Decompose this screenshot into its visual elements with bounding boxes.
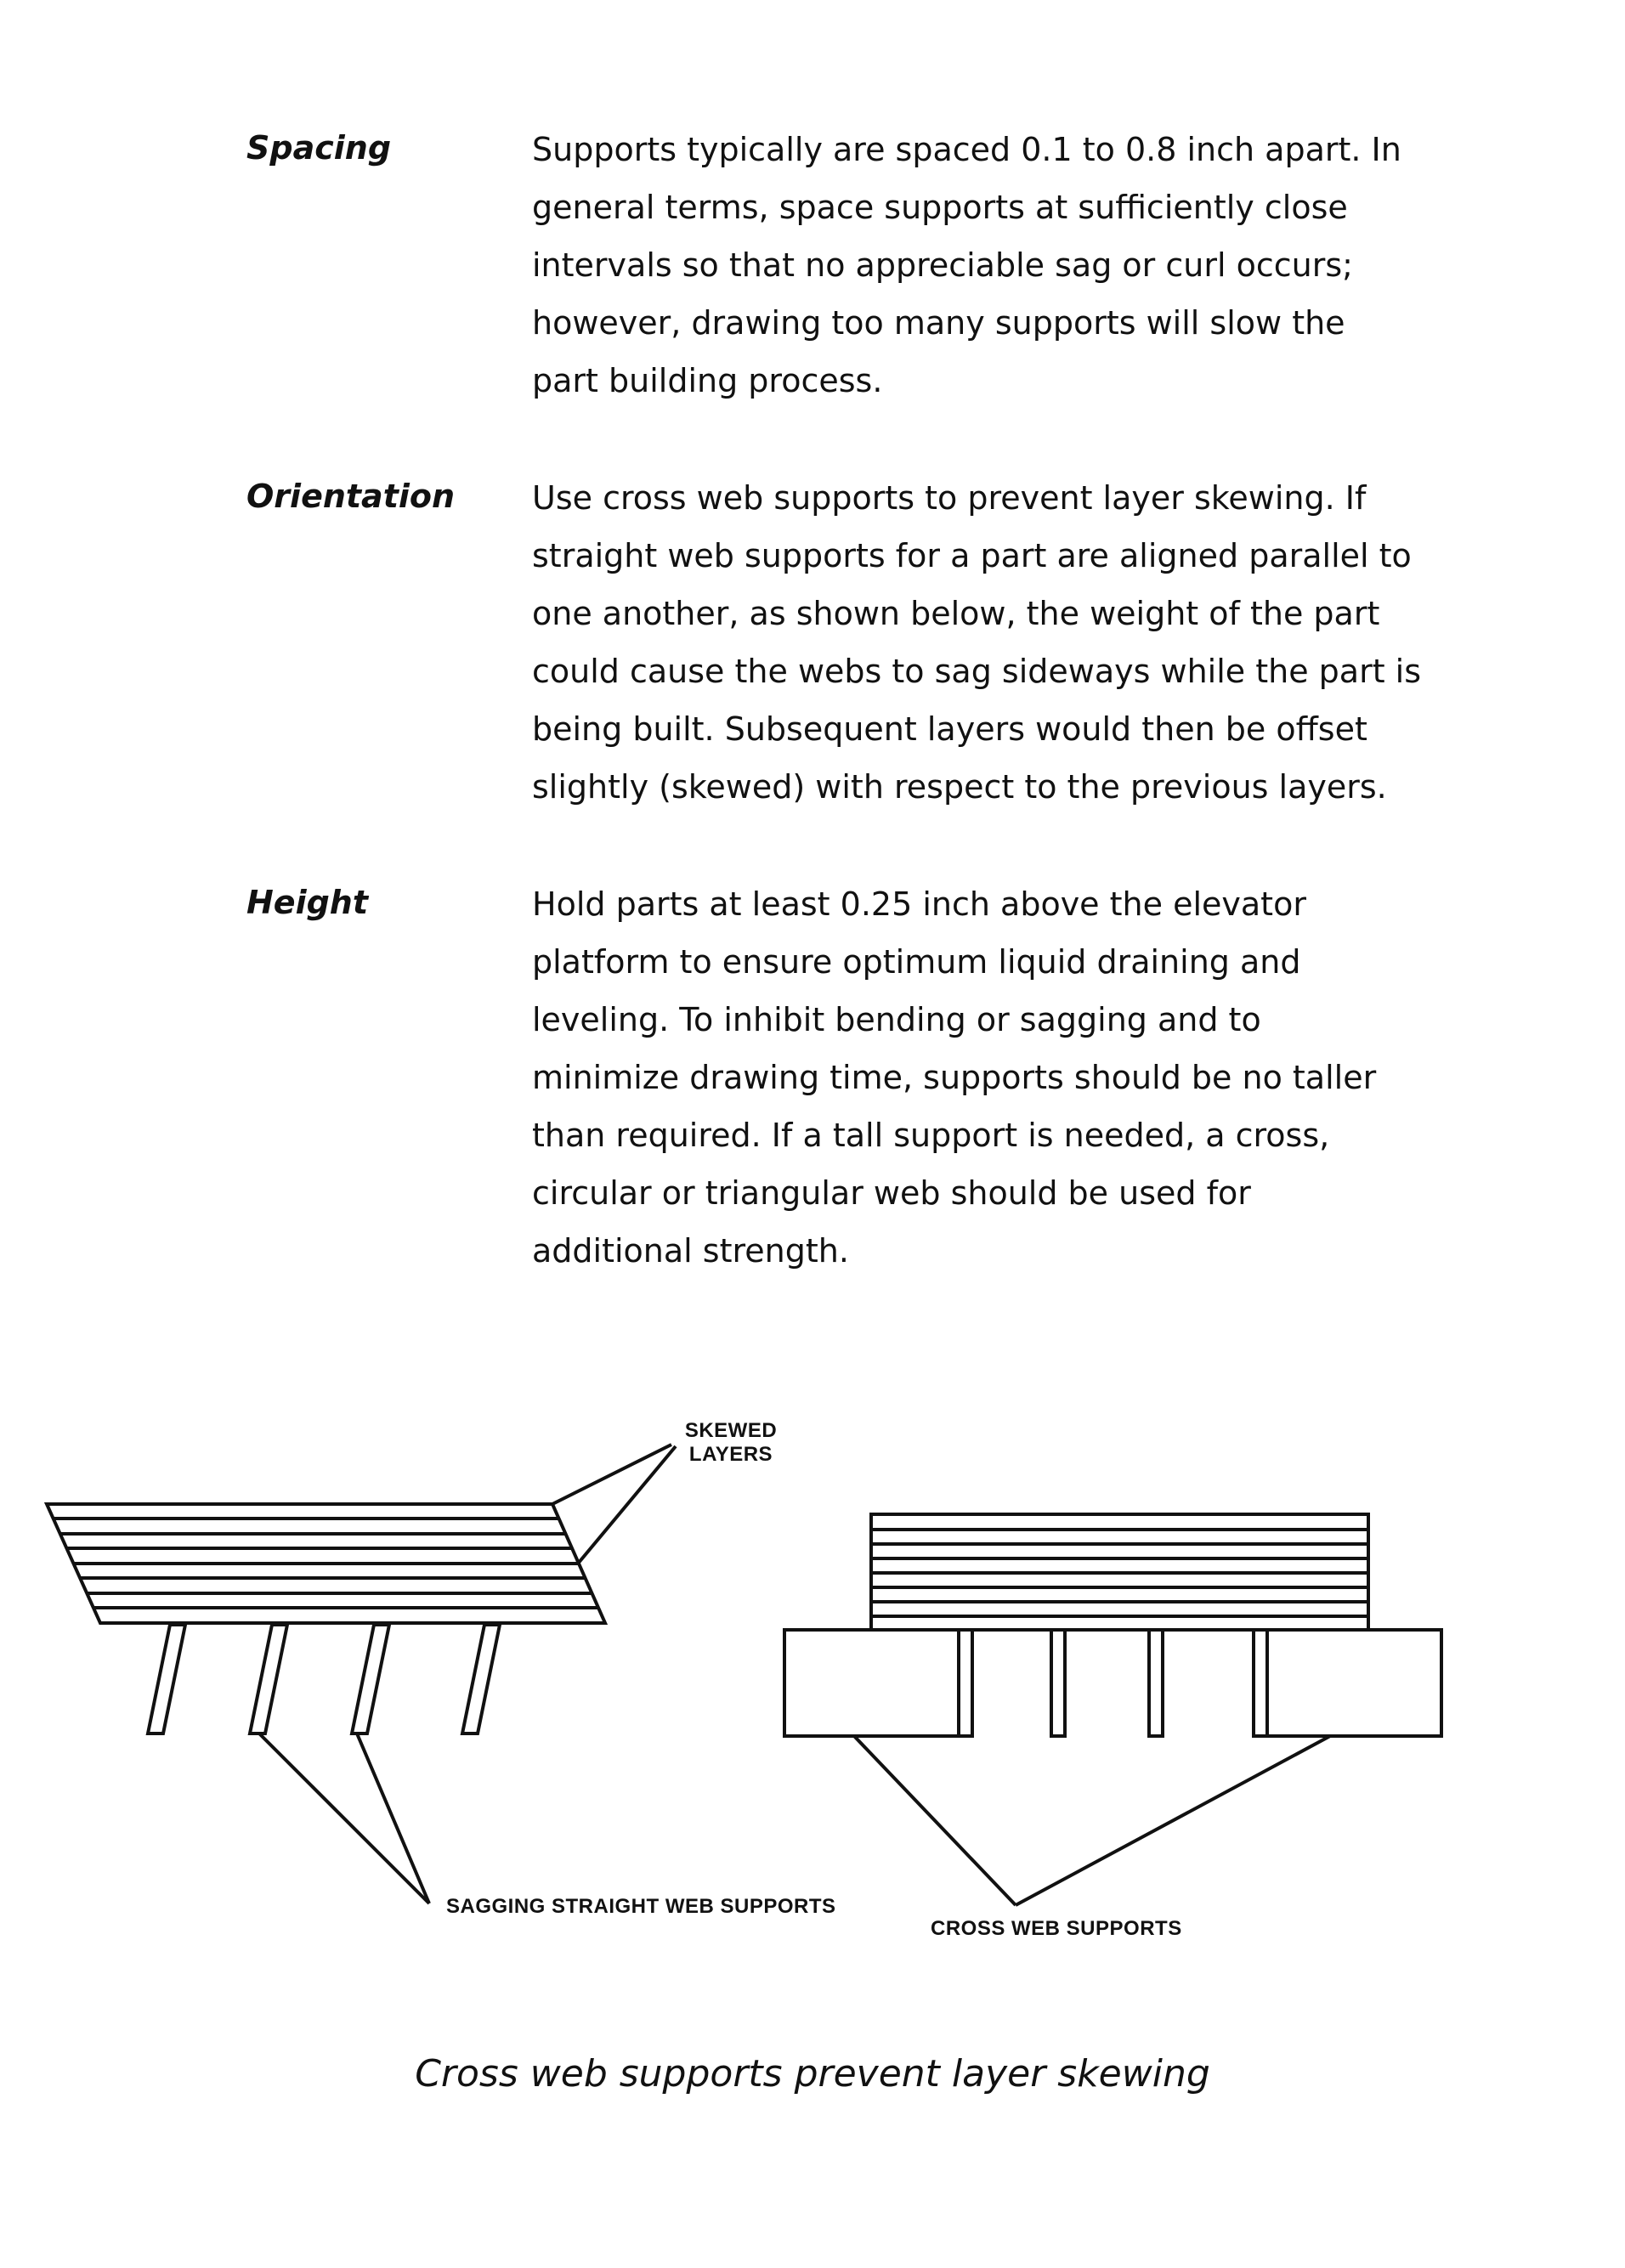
sagging-supports xyxy=(148,1625,500,1734)
term-orientation: Orientation xyxy=(246,478,455,515)
cross-web-part xyxy=(871,1514,1368,1630)
term-height: Height xyxy=(246,884,368,921)
label-skewed-line1: SKEWED xyxy=(676,1419,786,1443)
label-skewed-layers xyxy=(676,1419,786,1467)
paragraph-orientation: Use cross web supports to prevent layer skewing. If straight web supports for a part are aligned parallel to one another, as shown below, the weight of the part could cause the webs to sag sideways while the part is being built. Subsequent layers would then be offset slightly (skewed) with respect to the previous layers. xyxy=(532,469,1535,816)
label-sagging-supports: SAGGING STRAIGHT WEB SUPPORTS xyxy=(446,1895,836,1919)
document-page xyxy=(0,0,1625,2268)
term-spacing: Spacing xyxy=(246,129,391,167)
paragraph-height: Hold parts at least 0.25 inch above the elevator platform to ensure optimum liquid draining and leveling. To inhibit bending or sagging and to minimize drawing time, supports should be no taller than required. If a tall support is needed, a cross, circular or triangular web should be used for additional strength. xyxy=(532,875,1535,1280)
support-diagram xyxy=(0,1385,1625,1980)
label-skewed-line2: LAYERS xyxy=(676,1443,786,1467)
label-cross-web-supports: CROSS WEB SUPPORTS xyxy=(931,1917,1182,1941)
figure-caption: Cross web supports prevent layer skewing xyxy=(0,2052,1625,2095)
skewed-part xyxy=(47,1504,605,1623)
cross-web-supports xyxy=(784,1630,1441,1736)
paragraph-spacing: Supports typically are spaced 0.1 to 0.8 inch apart. In general terms, space supports at sufficiently close intervals so that no appreciable sag or curl occurs; however, drawing too many supports will slow the part building process. xyxy=(532,121,1535,410)
